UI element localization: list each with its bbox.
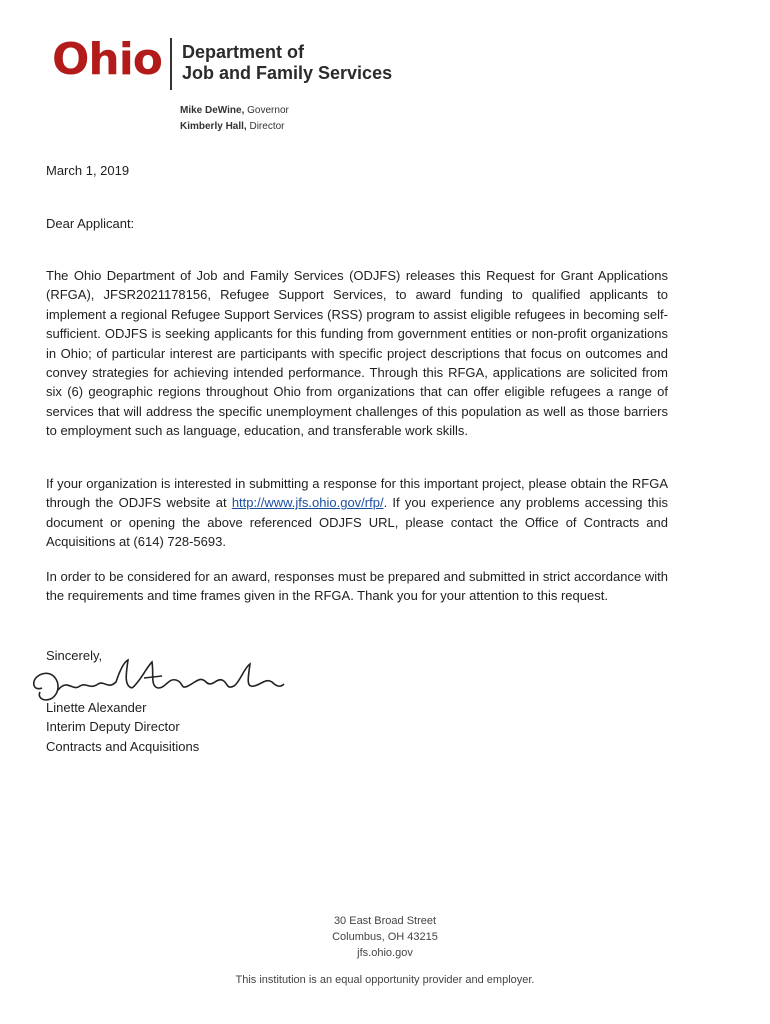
governor-name: Mike DeWine, [180,105,245,116]
closing: Sincerely, [46,648,103,663]
letter-date: March 1, 2019 [46,163,130,178]
signer-name: Linette Alexander [46,700,147,715]
governor-line [180,103,289,119]
signer-office: Contracts and Acquisitions [46,738,200,754]
signer-title: Interim Deputy Director [46,719,180,735]
rfp-link[interactable]: http://www.jfs.ohio.gov/rfp/ [231,495,384,511]
department-line-1: Department of [182,42,305,62]
footer-city: Columbus, OH 43215 [332,931,438,943]
department-line-2: Job and Family Services [182,63,393,83]
logo-divider [170,38,172,90]
paragraph-intro: The Ohio Department of Job and Family Services (ODJFS) releases this Request for Grant Applications (RFGA), JFSR2021178156, Refugee Support Services, to award funding to qualified applicants to implement a regional Refugee Support Services (RSS) program to assist eligible refugees in becoming self-sufficient. ODJFS is seeking applicants for this funding from government entities or non-profit organizations in Ohio; of particular interest are participants with specific project descriptions that focus on outcomes and convey strategies for achieving intended performance. Through this RFGA, applications are solicited from six (6) geographic regions throughout Ohio from organizations that can offer eligible refugees a range of services that will address the specific unemployment challenges of this population as well as those barriers to employment such as language, education, and transferable work skills. [46,268,668,439]
footer-website[interactable]: jfs.ohio.gov [357,947,413,959]
paragraph-instructions-end: . If you experience any problems accessing this document or opening the above referenced ODJFS URL, please contact the Office of Contracts and Acquisitions at (614) 728-5693. [46,495,668,550]
director-line [180,119,289,135]
ohio-logo: Ohio [52,34,163,85]
footer-street: 30 East Broad Street [333,915,437,927]
footer-eeo-statement: This institution is an equal opportunity provider and employer. [235,974,535,986]
paragraph-instructions-start: If your organization is interested in submitting a response for this important project, please obtain the RFGA through the ODJFS website at [46,476,668,511]
officials-block [180,103,289,135]
footer-address [0,913,770,961]
paragraph-instructions [46,474,668,552]
signer-block [46,698,199,756]
director-title: Director [249,121,285,132]
director-name: Kimberly Hall, [180,121,247,132]
governor-title: Governor [247,105,289,116]
paragraph-requirements: In order to be considered for an award, responses must be prepared and submitted in strict accordance with the requirements and time frames given in the RFGA. Thank you for your attention to this request. [46,569,668,604]
salutation: Dear Applicant: [46,216,135,231]
department-name [182,42,392,84]
